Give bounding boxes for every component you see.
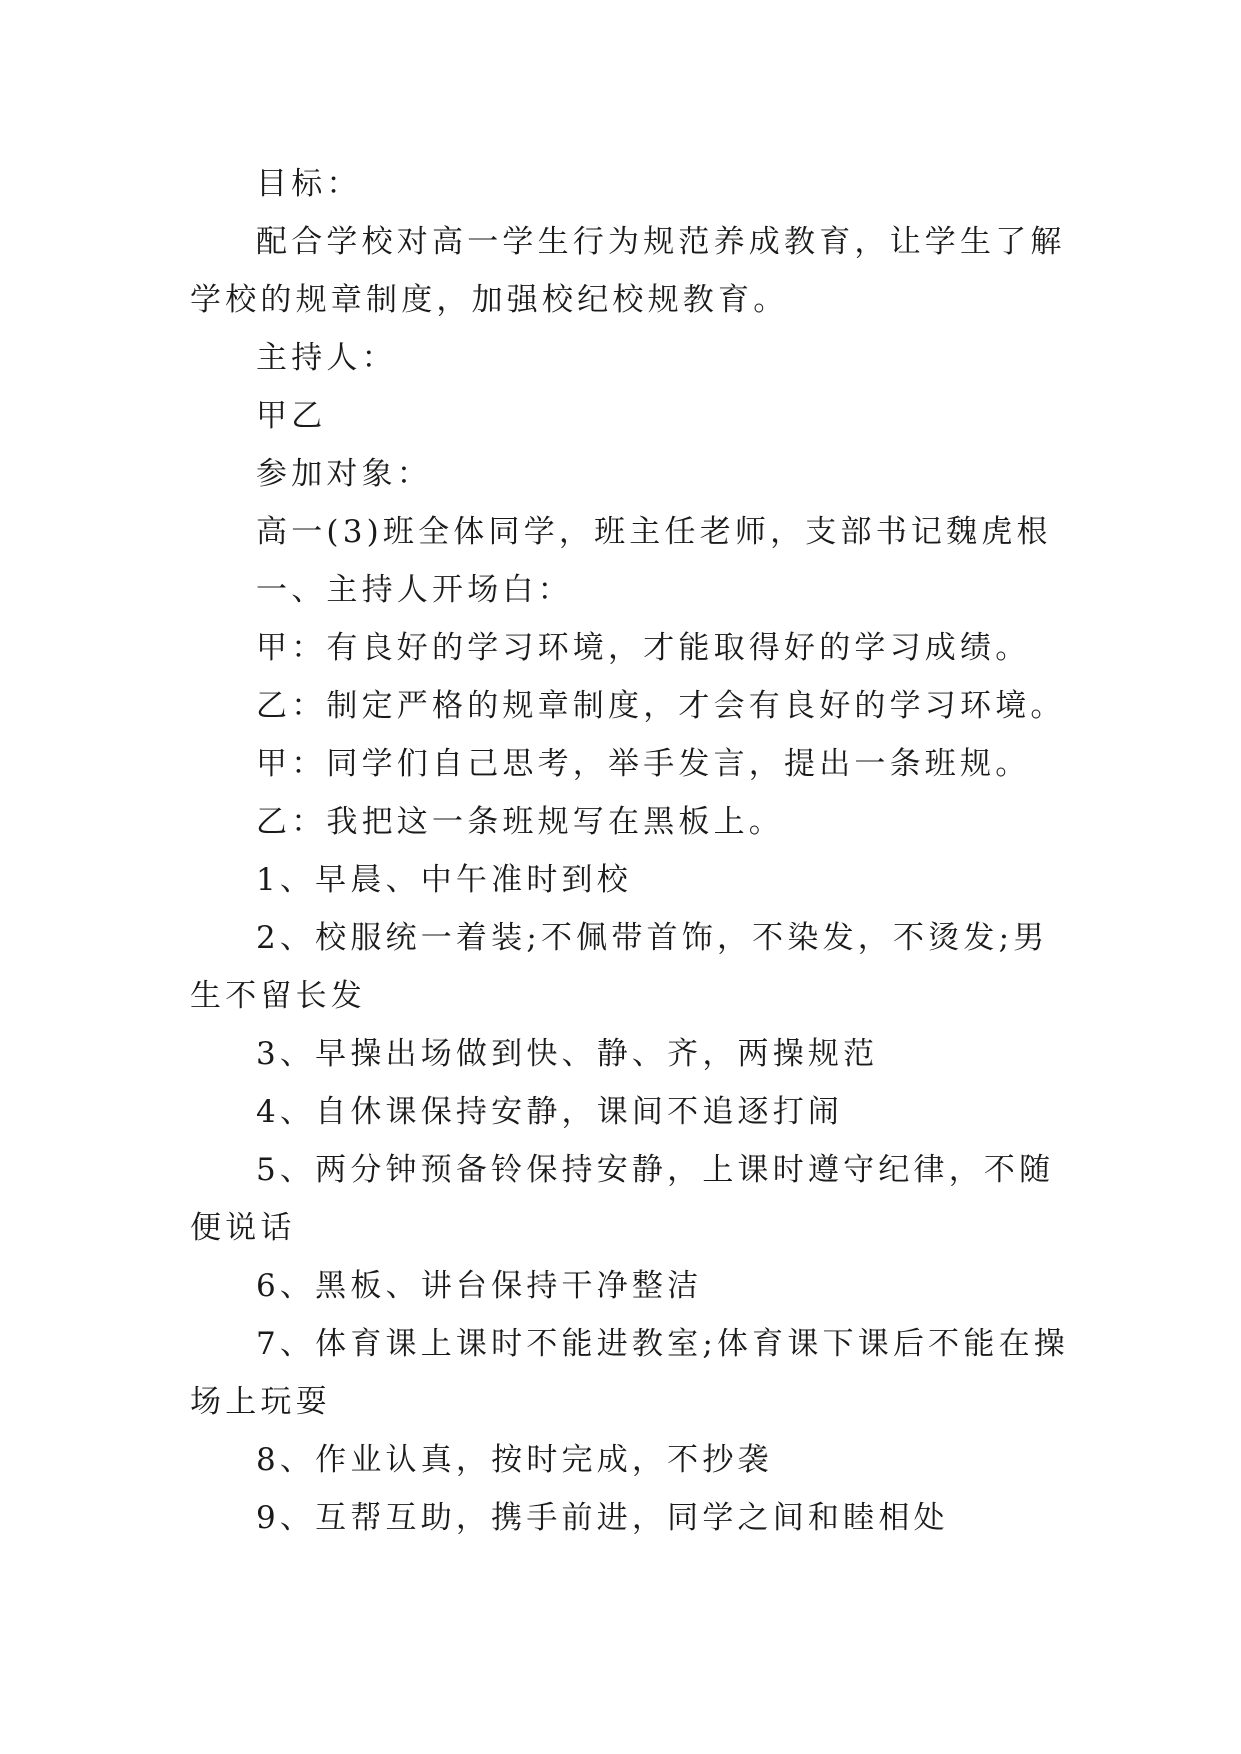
dialogue-line: 乙：制定严格的规章制度，才会有良好的学习环境。 <box>256 688 1066 724</box>
document-body <box>190 155 1070 1547</box>
host-names: 甲乙 <box>256 398 327 434</box>
rule-item: 8、作业认真，按时完成，不抄袭 <box>256 1442 773 1478</box>
goal-heading: 目标： <box>256 166 362 202</box>
section-opening-heading: 一、主持人开场白： <box>256 572 573 608</box>
rule-item: 2、校服统一着装;不佩带首饰，不染发，不烫发;男生不留长发 <box>190 920 1049 1014</box>
rule-item: 3、早操出场做到快、静、齐，两操规范 <box>256 1036 879 1072</box>
participants-text: 高一(3)班全体同学，班主任老师，支部书记魏虎根 <box>256 514 1052 550</box>
dialogue-line: 甲：同学们自己思考，举手发言，提出一条班规。 <box>256 746 1031 782</box>
rule-item: 4、自休课保持安静，课间不追逐打闹 <box>256 1094 844 1130</box>
dialogue-line: 乙：我把这一条班规写在黑板上。 <box>256 804 784 840</box>
rule-item: 6、黑板、讲台保持干净整洁 <box>256 1268 703 1304</box>
dialogue-line: 甲：有良好的学习环境，才能取得好的学习成绩。 <box>256 630 1031 666</box>
rule-item: 7、体育课上课时不能进教室;体育课下课后不能在操场上玩耍 <box>190 1326 1069 1420</box>
rule-item: 1、早晨、中午准时到校 <box>256 862 632 898</box>
host-heading: 主持人： <box>256 340 397 376</box>
rule-item: 9、互帮互助，携手前进，同学之间和睦相处 <box>256 1500 949 1536</box>
rule-item: 5、两分钟预备铃保持安静，上课时遵守纪律，不随便说话 <box>190 1152 1055 1246</box>
participants-heading: 参加对象： <box>256 456 432 492</box>
goal-text: 配合学校对高一学生行为规范养成教育，让学生了解学校的规章制度，加强校纪校规教育。 <box>190 224 1066 318</box>
